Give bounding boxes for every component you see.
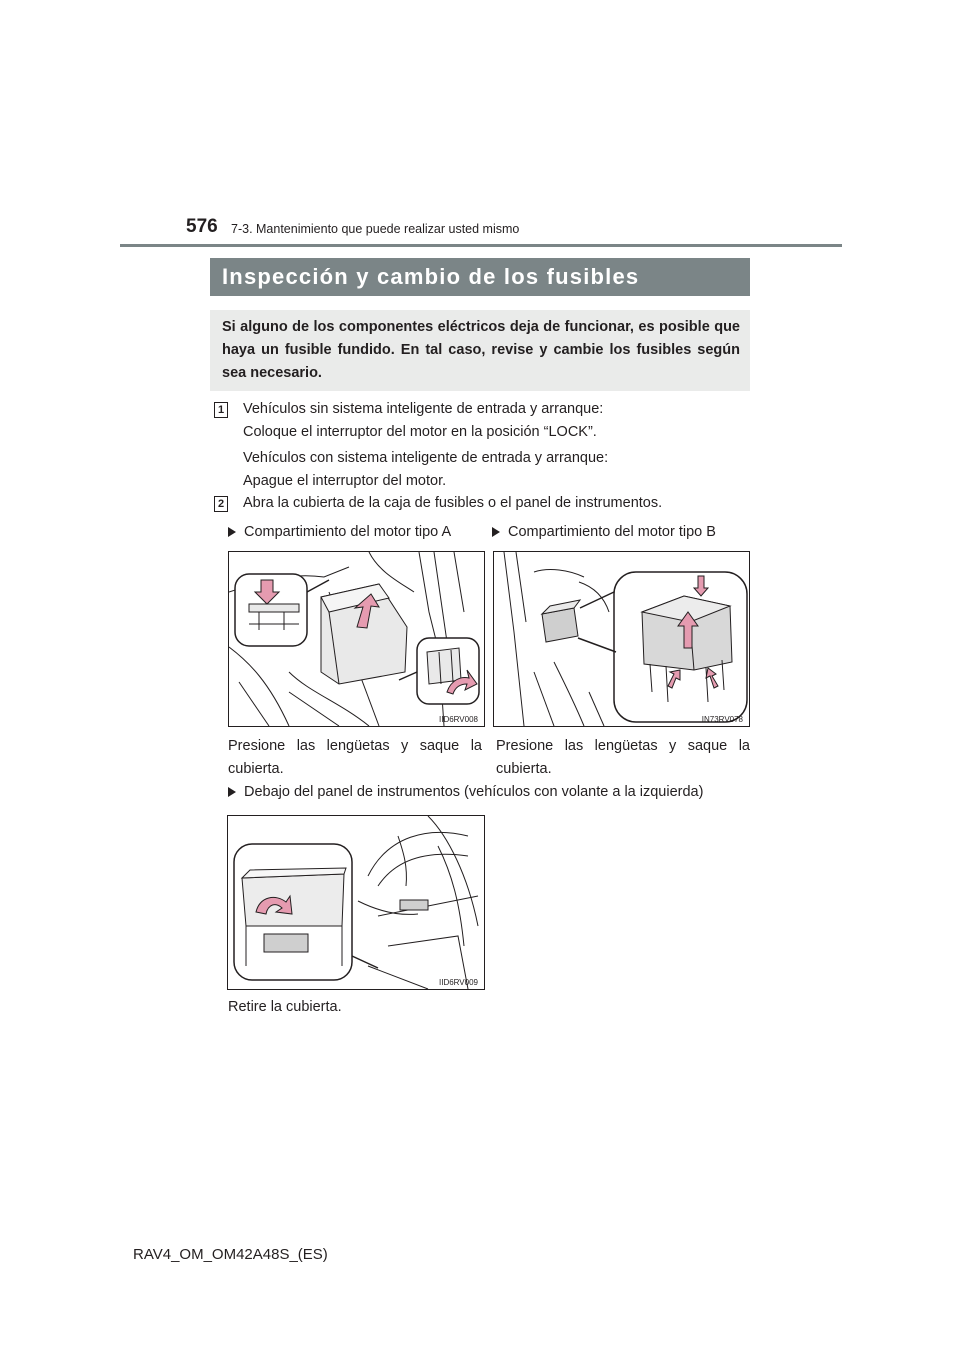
engine-b-illustration (494, 552, 749, 726)
step-1-line-2: Coloque el interruptor del motor en la posición “LOCK”. (243, 424, 597, 440)
figure-a-caption: Presione las lengüetas y saque la cubierta. (228, 738, 482, 777)
step-1-line-4: Apague el interruptor del motor. (243, 473, 447, 489)
step-1-line-1: Vehículos sin sistema inteligente de entrada y arranque: (243, 401, 604, 417)
page-number: 576 (186, 216, 218, 237)
chapter-title: 7-3. Mantenimiento que puede realizar usted mismo (231, 222, 520, 236)
bullet-triangle-icon (492, 527, 500, 537)
intro-box: Si alguno de los componentes eléctricos deja de funcionar, es posible que haya un fusible fundido. En tal caso, revise y cambie los fusibles según sea necesario. (210, 310, 750, 391)
figure-a-heading-text: Compartimiento del motor tipo A (244, 524, 452, 540)
figure-b-heading-text: Compartimiento del motor tipo B (508, 524, 716, 540)
figure-c-code: IID6RV009 (439, 978, 478, 987)
figure-instrument-panel (227, 815, 485, 990)
engine-a-illustration (229, 552, 484, 726)
step-2-line-1: Abra la cubierta de la caja de fusibles o el panel de instrumentos. (243, 495, 663, 511)
figure-a-code: IID6RV008 (439, 715, 478, 724)
figure-engine-type-b (493, 551, 750, 727)
figure-c-heading (228, 784, 703, 800)
step-2-badge: 2 (214, 496, 228, 512)
bullet-triangle-icon (228, 787, 236, 797)
document-code: RAV4_OM_OM42A48S_(ES) (133, 1246, 328, 1263)
section-title: Inspección y cambio de los fusibles (210, 258, 750, 296)
figure-c-heading-text: Debajo del panel de instrumentos (vehículos con volante a la izquierda) (244, 784, 704, 800)
step-1-line-3: Vehículos con sistema inteligente de entrada y arranque: (243, 450, 609, 466)
figure-b-code: IN73RV078 (701, 715, 743, 724)
instrument-panel-illustration (228, 816, 484, 989)
step-1-badge: 1 (214, 402, 228, 418)
figure-c-caption: Retire la cubierta. (228, 999, 342, 1015)
figure-engine-type-a (228, 551, 485, 727)
figure-b-heading (492, 524, 716, 540)
figure-a-heading (228, 524, 451, 540)
figure-b-caption: Presione las lengüetas y saque la cubierta. (496, 738, 750, 777)
bullet-triangle-icon (228, 527, 236, 537)
header-divider (120, 244, 842, 247)
